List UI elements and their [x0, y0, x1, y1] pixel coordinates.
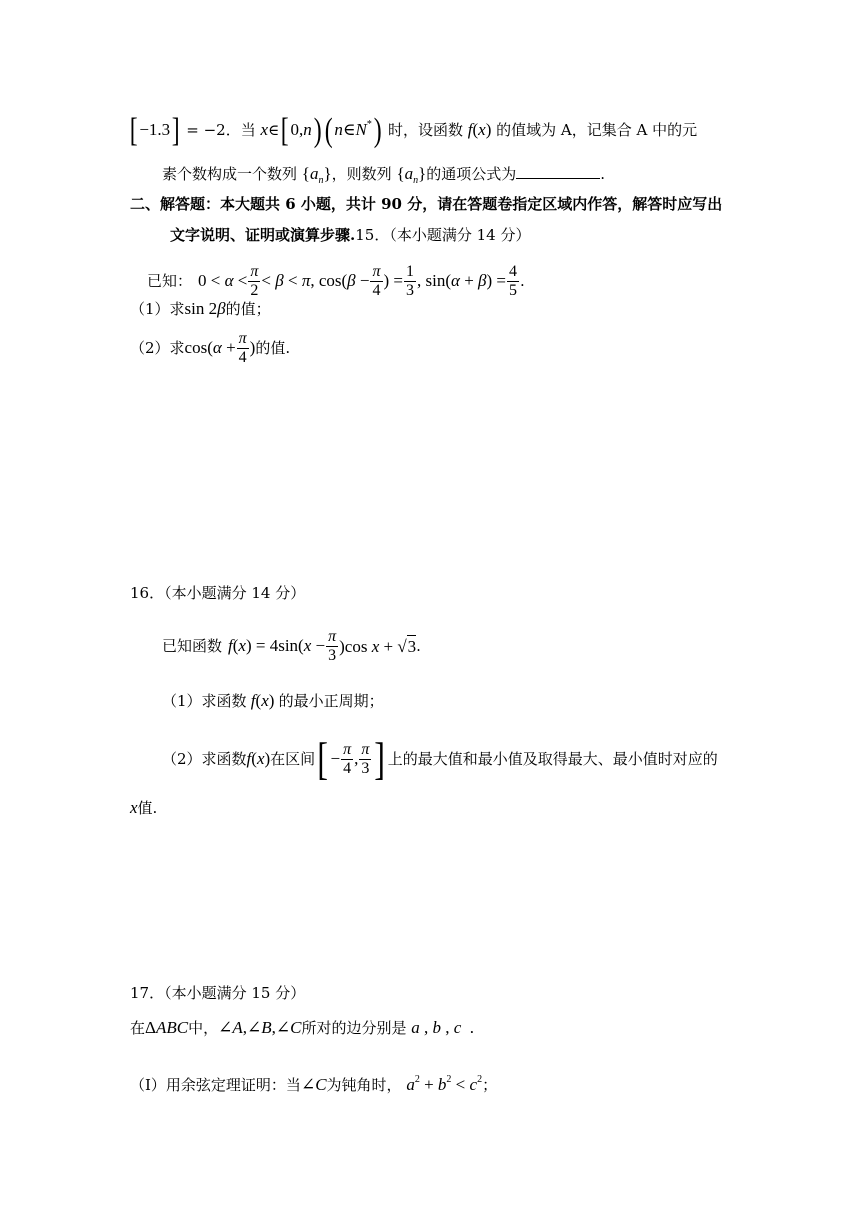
problem16-q1: （1）求函数 f(x) 的最小正周期； [162, 691, 384, 710]
problem15-q2: （2）求 cos(α + $\frac{\pi}{4}$ ) 的值. [130, 329, 291, 366]
problem17-q1: （Ⅰ）用余弦定理证明：当∠C为钝角时， $a^2 + b^2 < c^2$； [130, 1074, 498, 1094]
problem16-given: 已知函数 f(x) = 4sin(x − $\frac{\pi}{3}$ )cos x + √3 . [162, 627, 421, 664]
section2-heading: 二、解答题：本大题共 6 小题，共计 90 分，请在答题卷指定区域内作答，解答时应写出 [130, 195, 723, 213]
problem16-q2: （2）求函数 f(x) 在区间 [ − $\frac{\pi}{4}$ , $\frac{\pi}{3}$ ] 上的最大值和最小值及取得最大、最小值时对应的 [162, 733, 718, 784]
math-fx: f(x) [467, 120, 492, 139]
math-x-in-interval: x [260, 120, 269, 139]
problem15-q1: （1）求sin 2β的值； [130, 299, 271, 318]
problem17-line1: 在ΔABC中，∠A,∠B,∠C所对的边分别是 a , b , c . [130, 1018, 475, 1037]
problem16-q2-line2: x值. [130, 798, 158, 817]
problem15-given: 已知： 0 < α < $\frac{\pi}{2}$ < β < π, cos(β − $\frac{\pi}{4}$ ) = $\frac{1}{3}$ , sin(α + β) = $\frac{4}{5}$ . [147, 262, 525, 299]
math-an-2: $\{a_n\}$ [396, 164, 427, 186]
math-an: $\{a_n\}$ [301, 164, 332, 186]
prev-problem-line2: 素个数构成一个数列 $\{a_n\}$，则数列 $\{a_n\}$的通项公式为 . [162, 164, 606, 186]
prev-problem-line1: [−1.3] = −2．当 x∈[0,n)(n∈N*) 时，设函数 f(x) 的值域为 A，记集合 A 中的元 [129, 112, 698, 149]
problem16-label: 16．（本小题满分 14 分） [130, 584, 306, 602]
section2-heading-line2: 文字说明、证明或演算步骤.15．（本小题满分 14 分） [170, 226, 531, 244]
problem17-label: 17．（本小题满分 15 分） [130, 984, 306, 1002]
answer-blank[interactable] [516, 164, 600, 179]
